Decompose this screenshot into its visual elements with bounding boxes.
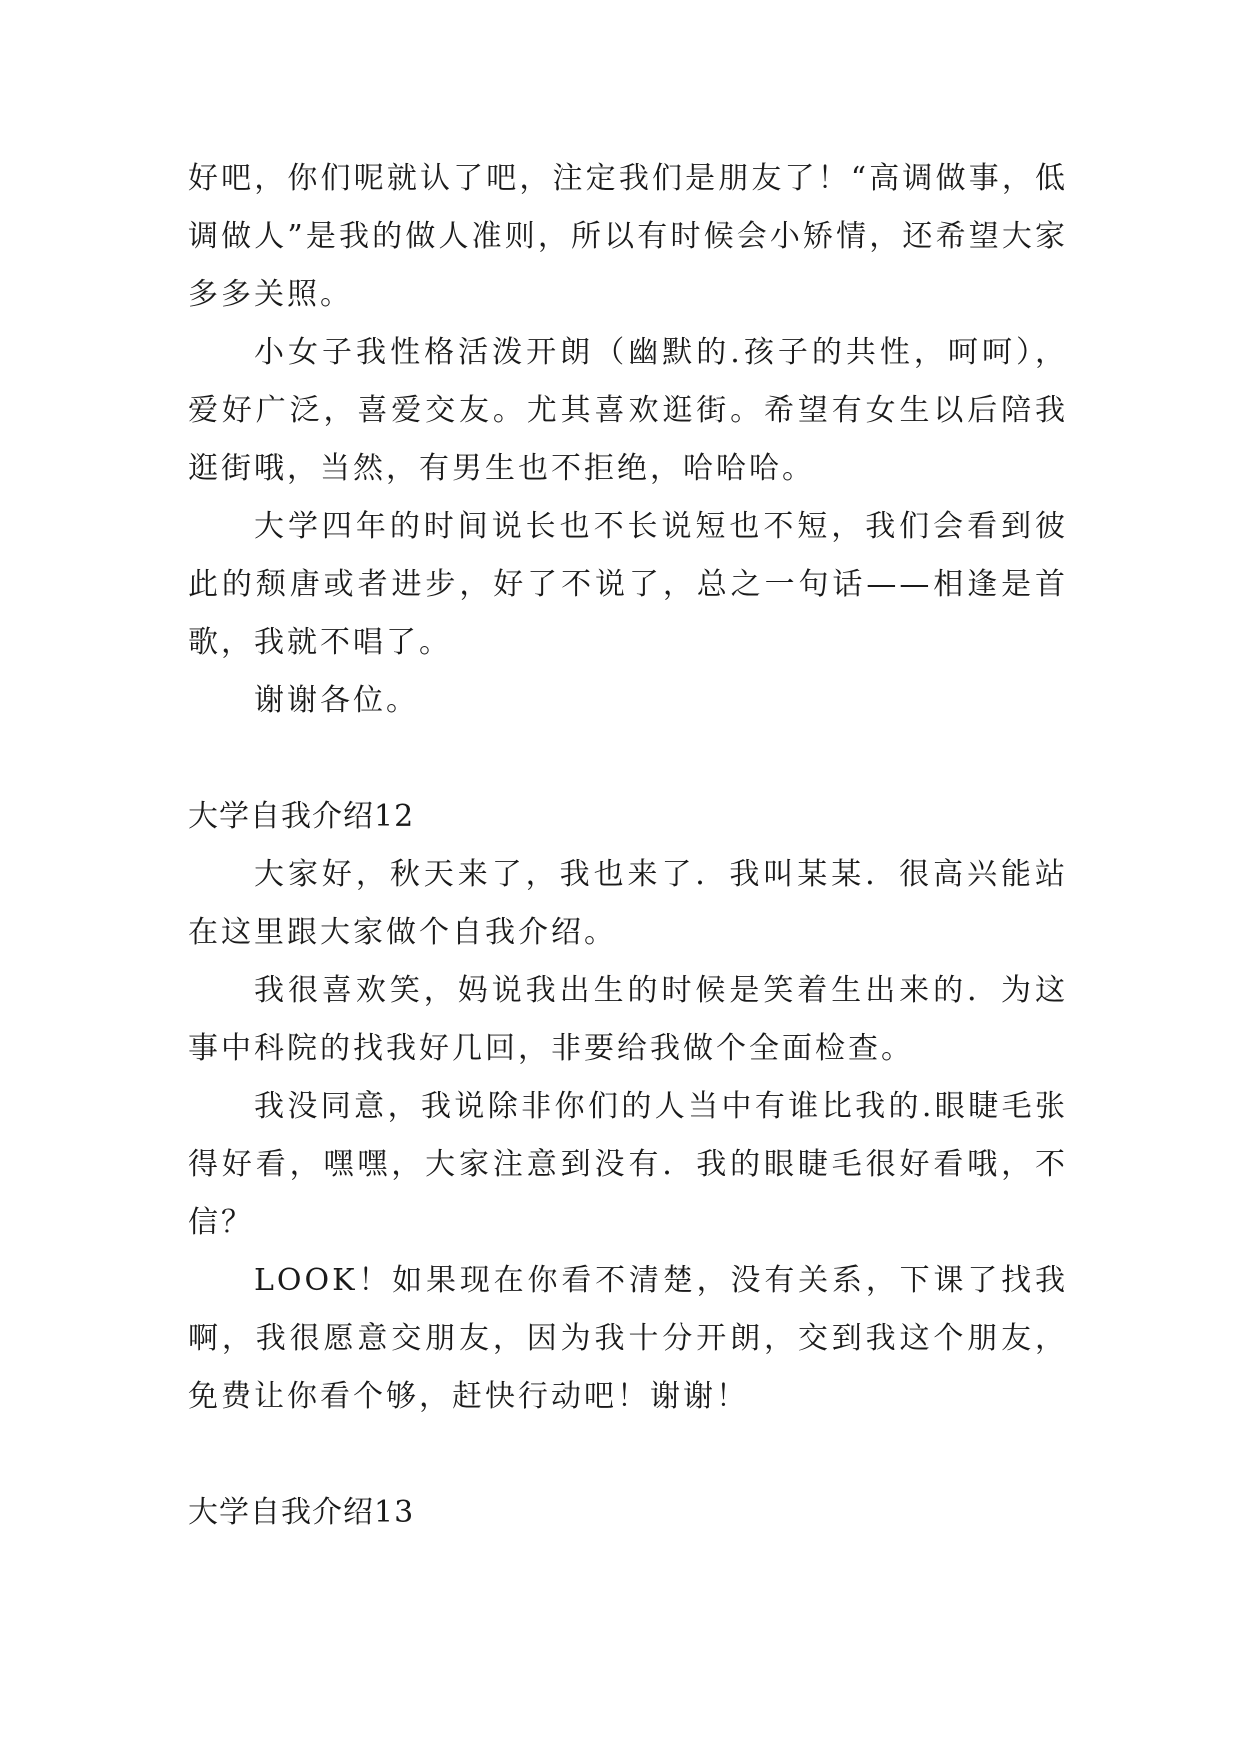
paragraph-intro-continued: 好吧，你们呢就认了吧，注定我们是朋友了！“高调做事，低调做人”是我的做人准则，所以有时候会小矫情，还希望大家多多关照。 — [188, 161, 1068, 312]
paragraph-four-years: 大学四年的时间说长也不长说短也不短，我们会看到彼此的颓唐或者进步，好了不说了，总之一句话——相逢是首歌，我就不唱了。 — [188, 509, 1068, 660]
paragraph-look: LOOK！如果现在你看不清楚，没有关系，下课了找我啊，我很愿意交朋友，因为我十分开朗，交到我这个朋友，免费让你看个够，赶快行动吧！谢谢！ — [188, 1263, 1068, 1414]
section-heading-12: 大学自我介绍12 — [188, 799, 415, 834]
document-page — [188, 150, 1068, 1542]
paragraph-eyelashes: 我没同意，我说除非你们的人当中有谁比我的.眼睫毛张得好看，嘿嘿，大家注意到没有．我的眼睫毛很好看哦，不信？ — [188, 1089, 1068, 1240]
section-gap — [188, 730, 1068, 788]
paragraph-personality: 小女子我性格活泼开朗（幽默的.孩子的共性，呵呵），爱好广泛，喜爱交友。尤其喜欢逛街。希望有女生以后陪我逛街哦，当然，有男生也不拒绝，哈哈哈。 — [188, 335, 1068, 486]
section-gap — [188, 1426, 1068, 1484]
paragraph-greeting: 大家好，秋天来了，我也来了．我叫某某．很高兴能站在这里跟大家做个自我介绍。 — [188, 857, 1068, 950]
paragraph-smile: 我很喜欢笑，妈说我出生的时候是笑着生出来的．为这事中科院的找我好几回，非要给我做个全面检查。 — [188, 973, 1068, 1066]
section-heading-13: 大学自我介绍13 — [188, 1495, 415, 1530]
paragraph-thanks: 谢谢各位。 — [254, 683, 419, 718]
